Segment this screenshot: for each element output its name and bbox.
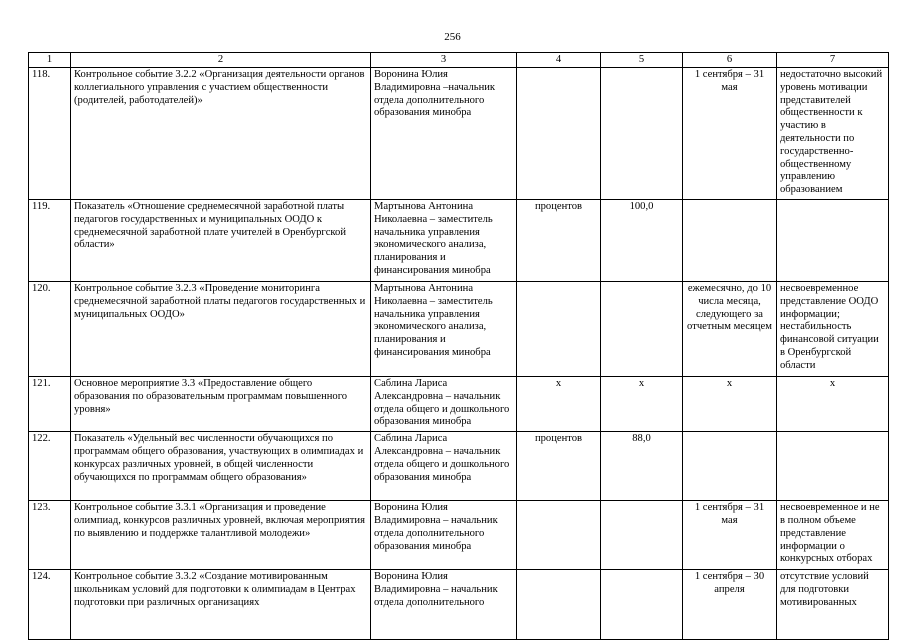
table-row	[29, 501, 889, 570]
row-unit	[517, 68, 601, 200]
column-header: 5	[601, 53, 683, 68]
row-number: 124.	[29, 570, 71, 640]
plan-table	[28, 52, 889, 640]
row-number: 119.	[29, 199, 71, 281]
row-value	[601, 570, 683, 640]
row-title: Контрольное событие 3.2.3 «Проведение мониторинга среднемесячной заработной платы педагогов государственных и муниципальных ООДО»	[71, 281, 371, 376]
row-risk: x	[777, 376, 889, 431]
row-number: 118.	[29, 68, 71, 200]
row-unit	[517, 501, 601, 570]
row-title: Показатель «Отношение среднемесячной заработной платы педагогов государственных и муниципальных ООДО к среднемесячной заработной плате учителей в Оренбургской области»	[71, 199, 371, 281]
row-number: 122.	[29, 432, 71, 501]
row-responsible: Саблина Лариса Александровна – начальник отдела общего и дошкольного образования минобра	[371, 432, 517, 501]
column-header: 3	[371, 53, 517, 68]
row-responsible: Мартынова Антонина Николаевна – заместитель начальника управления экономического анализа, планирования и финансирования минобра	[371, 199, 517, 281]
row-responsible: Воронина Юлия Владимировна –начальник отдела дополнительного образования минобра	[371, 68, 517, 200]
row-responsible: Саблина Лариса Александровна – начальник отдела общего и дошкольного образования минобра	[371, 376, 517, 431]
row-risk: несвоевременное и не в полном объеме представление информации о конкурсных отборах	[777, 501, 889, 570]
row-unit: процентов	[517, 432, 601, 501]
row-deadline: 1 сентября – 31 мая	[683, 68, 777, 200]
row-deadline	[683, 199, 777, 281]
column-header: 4	[517, 53, 601, 68]
row-deadline: 1 сентября – 31 мая	[683, 501, 777, 570]
page-number: 256	[444, 31, 461, 43]
column-header-row	[29, 53, 889, 68]
row-value	[601, 501, 683, 570]
row-title: Контрольное событие 3.3.1 «Организация и проведение олимпиад, конкурсов различных уровней, включая мероприятия по выявлению и поддержке талантливой молодежи»	[71, 501, 371, 570]
row-risk: несвоевременное представление ООДО информации; нестабильность финансовой ситуации в Оренбургской области	[777, 281, 889, 376]
row-value: x	[601, 376, 683, 431]
table-row	[29, 376, 889, 431]
row-deadline	[683, 432, 777, 501]
row-deadline: 1 сентября – 30 апреля	[683, 570, 777, 640]
table-row	[29, 281, 889, 376]
row-number: 120.	[29, 281, 71, 376]
row-unit	[517, 281, 601, 376]
row-risk	[777, 432, 889, 501]
row-value: 88,0	[601, 432, 683, 501]
row-risk: отсутствие условий для подготовки мотивированных	[777, 570, 889, 640]
column-header: 1	[29, 53, 71, 68]
row-risk: недостаточно высокий уровень мотивации представителей общественности к участию в деятельности по государственно-общественному управлению образованием	[777, 68, 889, 200]
table-row	[29, 199, 889, 281]
column-header: 7	[777, 53, 889, 68]
row-value	[601, 281, 683, 376]
row-value: 100,0	[601, 199, 683, 281]
row-unit	[517, 570, 601, 640]
row-deadline: x	[683, 376, 777, 431]
row-responsible: Воронина Юлия Владимировна – начальник отдела дополнительного	[371, 570, 517, 640]
table-row	[29, 68, 889, 200]
column-header: 2	[71, 53, 371, 68]
row-unit: процентов	[517, 199, 601, 281]
table-row	[29, 432, 889, 501]
row-risk	[777, 199, 889, 281]
row-responsible: Воронина Юлия Владимировна – начальник отдела дополнительного образования минобра	[371, 501, 517, 570]
row-title: Показатель «Удельный вес численности обучающихся по программам общего образования, участвующих в олимпиадах и конкурсах различных уровней, в общей численности обучающихся по программам общего образования»	[71, 432, 371, 501]
column-header: 6	[683, 53, 777, 68]
row-title: Контрольное событие 3.2.2 «Организация деятельности органов коллегиального управления с участием общественности (родителей, работодателей)»	[71, 68, 371, 200]
row-responsible: Мартынова Антонина Николаевна – заместитель начальника управления экономического анализа, планирования и финансирования минобра	[371, 281, 517, 376]
row-number: 121.	[29, 376, 71, 431]
table-row	[29, 570, 889, 640]
row-deadline: ежемесячно, до 10 числа месяца, следующего за отчетным месяцем	[683, 281, 777, 376]
row-value	[601, 68, 683, 200]
row-number: 123.	[29, 501, 71, 570]
row-title: Контрольное событие 3.3.2 «Создание мотивированным школьникам условий для подготовки к олимпиадам в Центрах подготовки при различных организациях	[71, 570, 371, 640]
row-unit: x	[517, 376, 601, 431]
row-title: Основное мероприятие 3.3 «Предоставление общего образования по образовательным программам повышенного уровня»	[71, 376, 371, 431]
